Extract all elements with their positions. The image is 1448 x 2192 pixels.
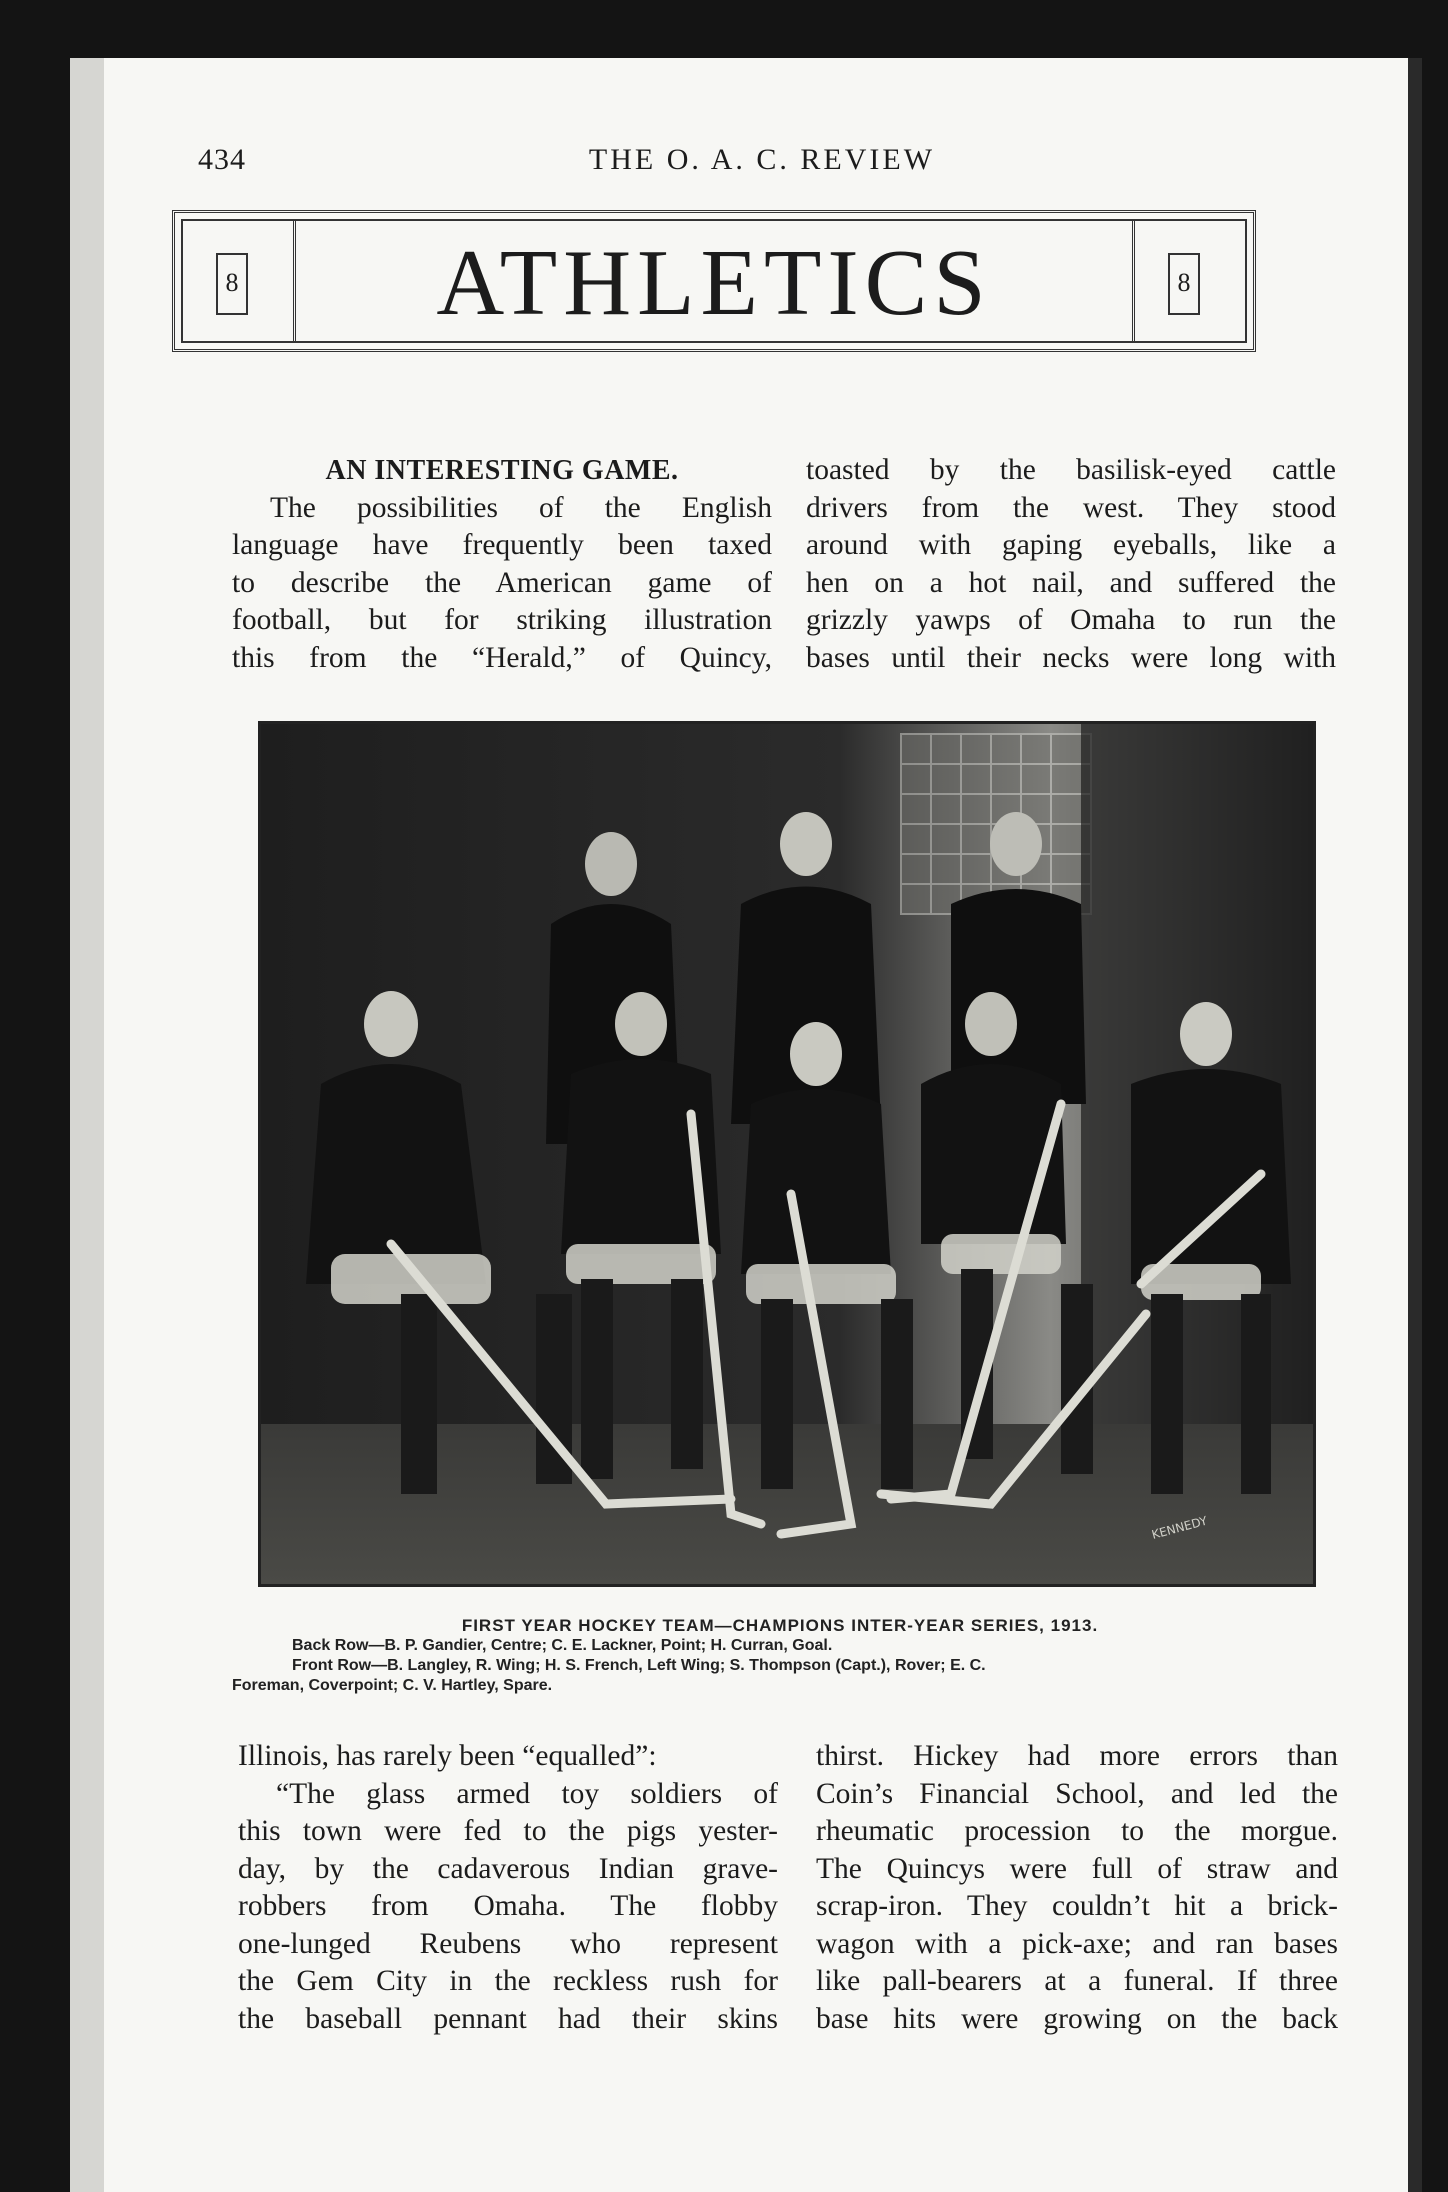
text-line: the baseball pennant had their skins [238, 2002, 778, 2035]
text-line: grizzly yawps of Omaha to run the [806, 604, 1336, 636]
text-line: The Quincys were full of straw and [816, 1852, 1338, 1885]
text-line: The possibilities of the English [270, 491, 772, 524]
article-heading: AN INTERESTING GAME. [325, 455, 679, 486]
photographer-signature: KENNEDY [1150, 1513, 1209, 1542]
top-left-column [232, 452, 772, 677]
text-line: drivers from the west. They stood [806, 491, 1336, 524]
ornament-left-icon: 8 [216, 253, 248, 315]
text-line: to describe the American game of [232, 566, 772, 599]
text-line: robbers from Omaha. The flobby [238, 1890, 778, 1922]
top-right-column [806, 452, 1336, 677]
text-line: around with gaping eyeballs, like a [806, 529, 1336, 561]
text-line: wagon with a pick-axe; and ran bases [816, 1927, 1338, 1960]
text-line: bases until their necks were long with [806, 641, 1336, 674]
journal-title: THE O. A. C. REVIEW [588, 143, 936, 176]
ornament-right-icon: 8 [1168, 253, 1200, 315]
text-line: like pall-bearers at a funeral. If three [816, 1965, 1338, 1997]
text-line: base hits were growing on the back [816, 2002, 1338, 2035]
banner-frame [181, 219, 1247, 343]
section-title: ATHLETICS [436, 231, 992, 335]
photo-caption [232, 1616, 1328, 1696]
caption-title: FIRST YEAR HOCKEY TEAM—CHAMPIONS INTER-YEAR SERIES, 1913. [461, 1616, 1099, 1635]
text-line: one-lunged Reubens who represent [238, 1927, 778, 1960]
text-line: Coin’s Financial School, and led the [816, 1777, 1338, 1810]
text-line: rheumatic procession to the morgue. [816, 1815, 1338, 1847]
text-line: “The glass armed toy soldiers of [276, 1777, 778, 1810]
caption-back-row: Back Row—B. P. Gandier, Centre; C. E. Lackner, Point; H. Curran, Goal. [292, 1637, 833, 1654]
bottom-right-column [816, 1738, 1338, 2038]
caption-front-row-cont: Foreman, Coverpoint; C. V. Hartley, Spare. [232, 1677, 553, 1694]
caption-front-row: Front Row—B. Langley, R. Wing; H. S. French, Left Wing; S. Thompson (Capt.), Rover; E. C. [292, 1657, 986, 1674]
hockey-team-photo [258, 721, 1316, 1587]
page-number: 434 [198, 143, 246, 176]
text-line: Illinois, has rarely been “equalled”: [238, 1740, 657, 1772]
section-banner [172, 210, 1256, 352]
text-line: this town were fed to the pigs yester- [238, 1815, 778, 1847]
banner-right-panel [1132, 221, 1245, 341]
text-line: thirst. Hickey had more errors than [816, 1740, 1338, 1772]
text-line: language have frequently been taxed [232, 529, 772, 561]
text-line: the Gem City in the reckless rush for [238, 1965, 778, 1997]
text-line: this from the “Herald,” of Quincy, [232, 641, 772, 674]
bottom-left-column [238, 1738, 778, 2038]
text-line: hen on a hot nail, and suffered the [806, 566, 1336, 599]
text-line: football, but for striking illustration [232, 604, 772, 636]
text-line: toasted by the basilisk-eyed cattle [806, 454, 1336, 486]
running-head [198, 143, 1326, 183]
banner-left-panel [183, 221, 296, 341]
text-line: day, by the cadaverous Indian grave- [238, 1852, 778, 1885]
text-line: scrap-iron. They couldn’t hit a brick- [816, 1890, 1338, 1922]
page-shadow [1408, 58, 1422, 2192]
